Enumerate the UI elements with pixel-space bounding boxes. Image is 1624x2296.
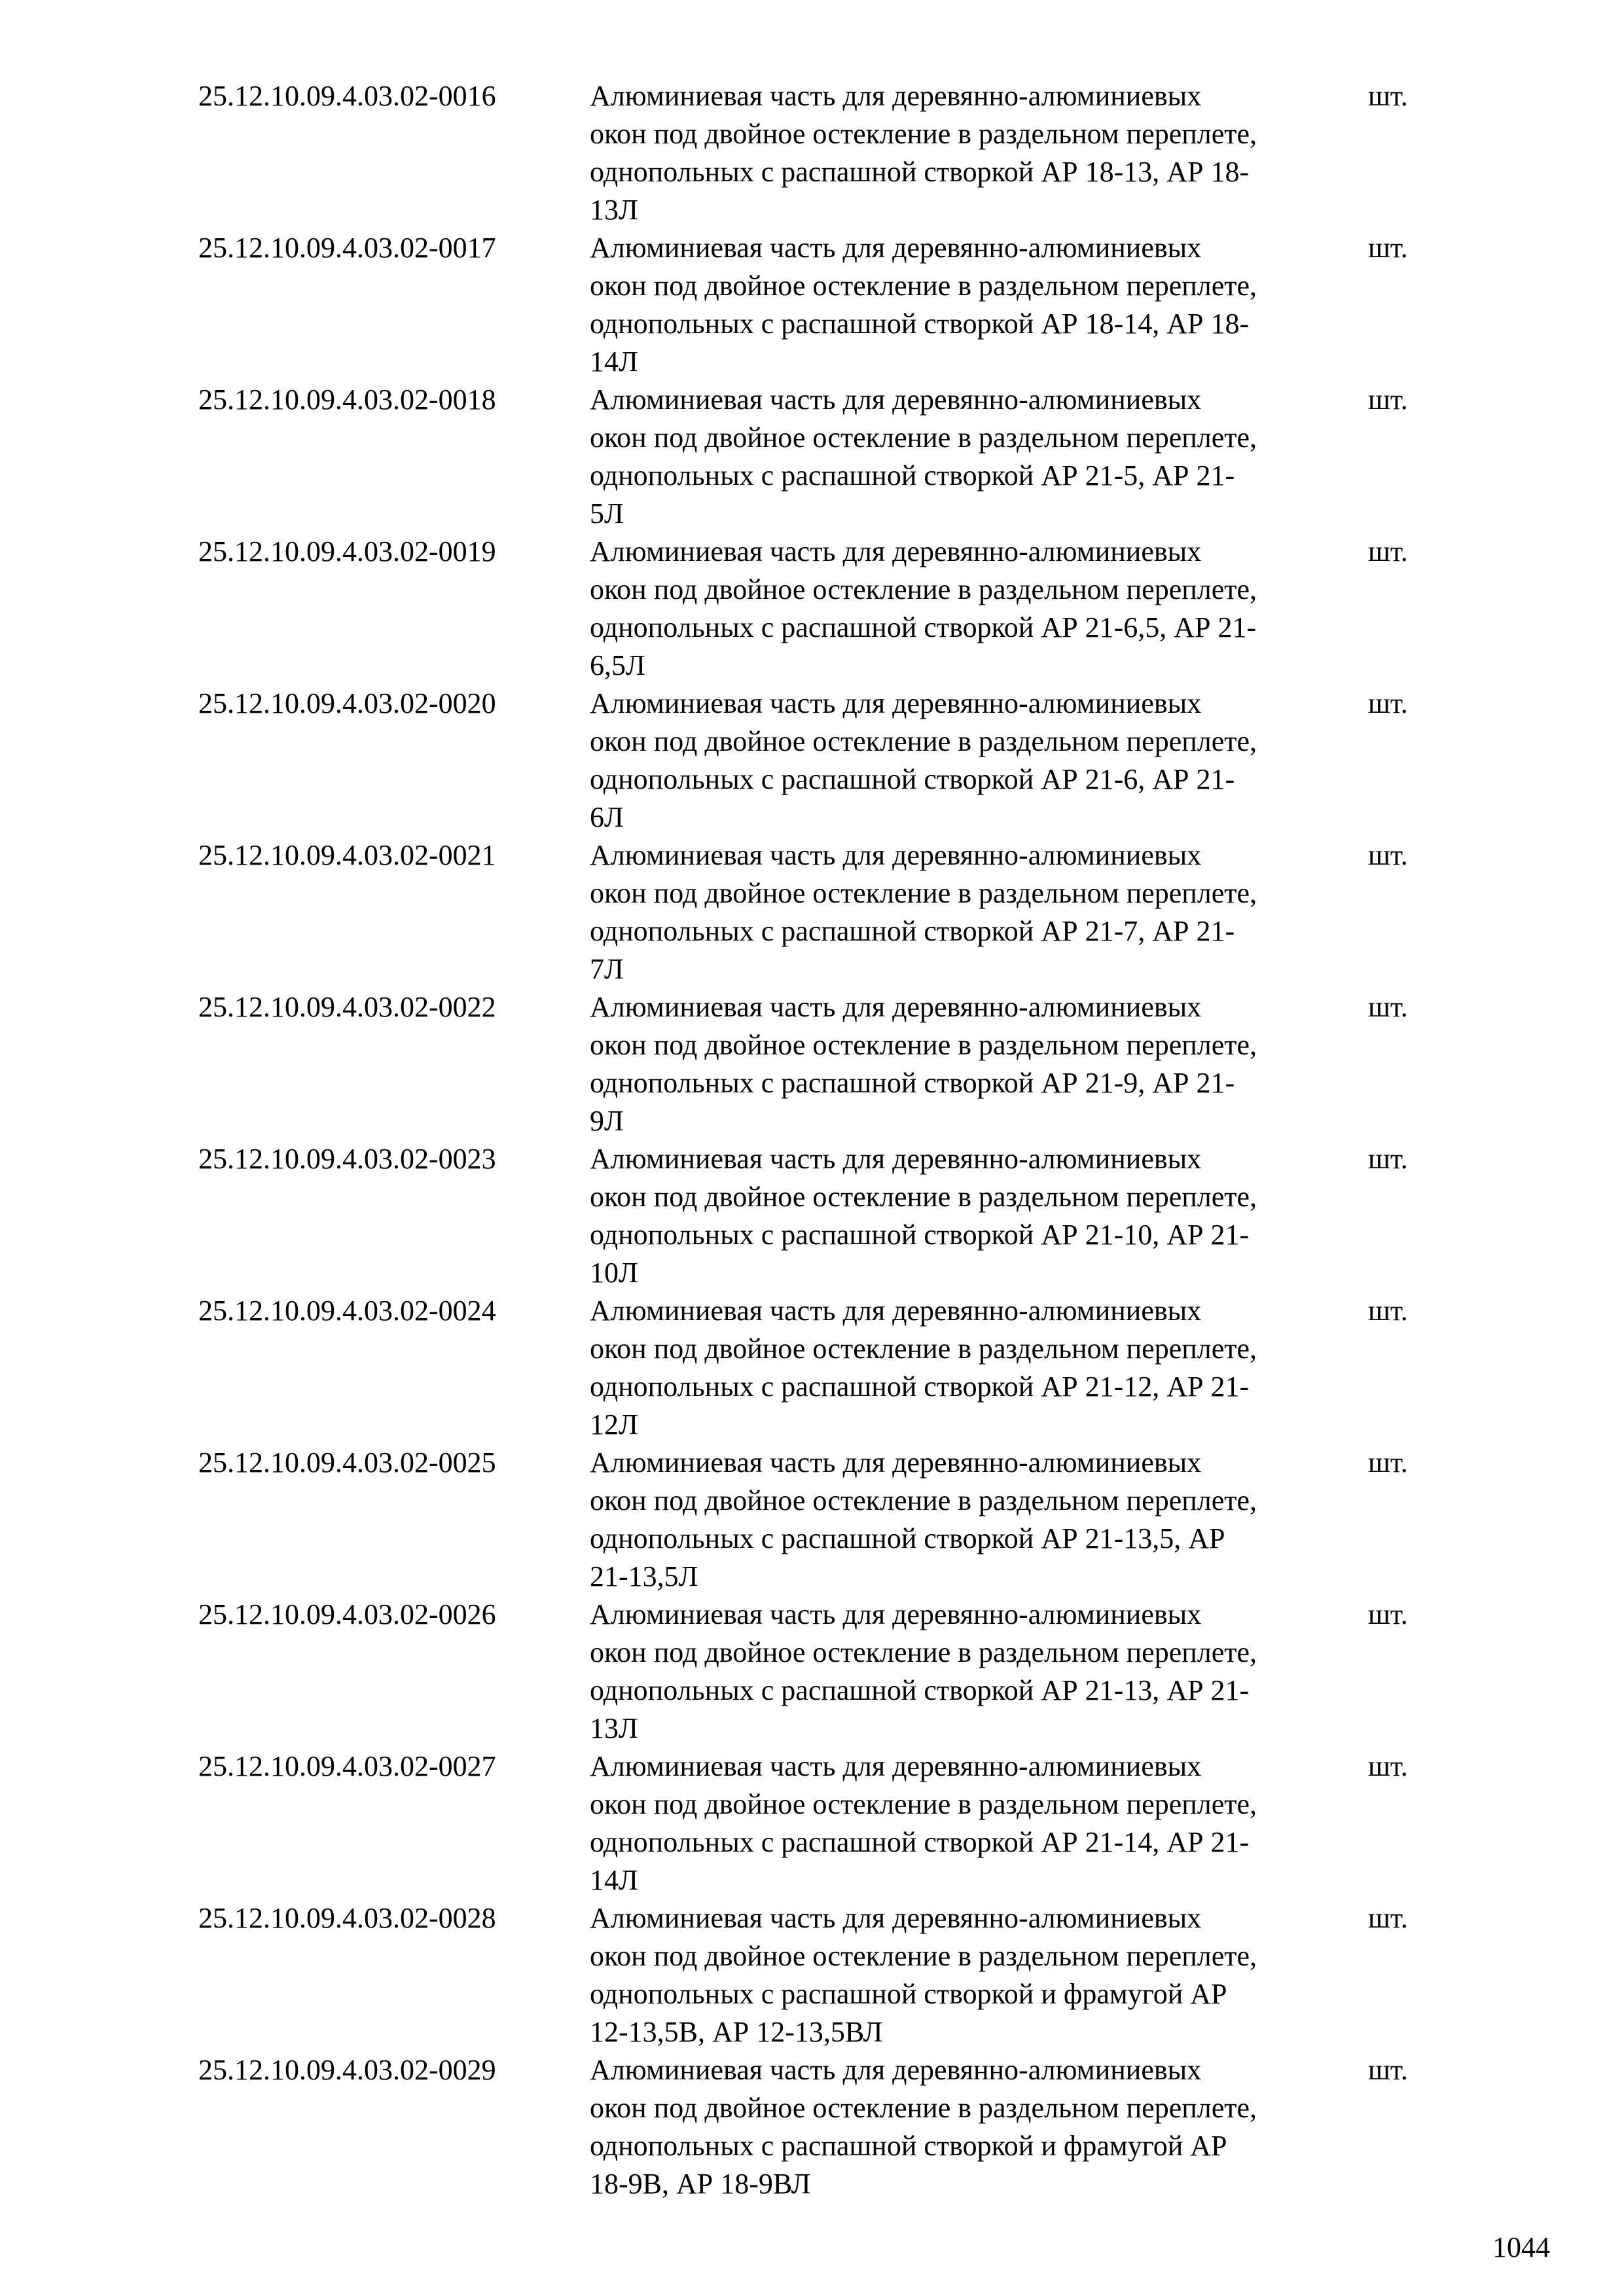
item-unit: шт. [1368,1446,1408,1479]
item-unit: шт. [1368,1902,1408,1934]
description-line: Алюминиевая часть для деревянно-алюминиевых [590,80,1202,112]
description-line: 13Л [590,1712,638,1744]
description-line: окон под двойное остекление в раздельном переплете, [590,270,1257,302]
description-line: однопольных с распашной створкой АР 18-13, АР 18- [590,156,1250,188]
description-line: окон под двойное остекление в раздельном переплете, [590,1484,1257,1516]
description-line: Алюминиевая часть для деревянно-алюминиевых [590,1598,1202,1630]
item-unit: шт. [1368,2054,1408,2086]
table-row [0,988,1624,1140]
description-line: Алюминиевая часть для деревянно-алюминиевых [590,1143,1202,1175]
table-row [0,1596,1624,1748]
item-description [590,381,1375,533]
item-description [590,1748,1375,1899]
description-line: окон под двойное остекление в раздельном переплете, [590,877,1257,909]
description-line: однопольных с распашной створкой АР 21-6, АР 21- [590,763,1235,795]
item-description [590,77,1375,229]
item-code: 25.12.10.09.4.03.02-0022 [198,991,496,1023]
table-row [0,381,1624,533]
item-description [590,2051,1375,2203]
description-line: однопольных с распашной створкой и фрамугой АР [590,2130,1227,2162]
description-line: Алюминиевая часть для деревянно-алюминиевых [590,991,1202,1023]
description-line: Алюминиевая часть для деревянно-алюминиевых [590,232,1202,264]
description-line: окон под двойное остекление в раздельном переплете, [590,118,1257,150]
description-line: Алюминиевая часть для деревянно-алюминиевых [590,2054,1202,2086]
description-line: окон под двойное остекление в раздельном переплете, [590,725,1257,757]
item-description [590,229,1375,381]
description-line: 21-13,5Л [590,1560,698,1592]
item-code: 25.12.10.09.4.03.02-0019 [198,535,496,567]
item-unit: шт. [1368,1143,1408,1175]
table-row [0,1748,1624,1899]
item-description [590,685,1375,836]
item-unit: шт. [1368,384,1408,416]
description-line: 18-9В, АР 18-9ВЛ [590,2168,811,2200]
table-row [0,1899,1624,2051]
description-line: однопольных с распашной створкой АР 21-14, АР 21- [590,1826,1250,1858]
table-row [0,77,1624,229]
price-list-table [0,77,1624,2203]
item-code: 25.12.10.09.4.03.02-0029 [198,2054,496,2086]
item-code: 25.12.10.09.4.03.02-0026 [198,1598,496,1630]
description-line: Алюминиевая часть для деревянно-алюминиевых [590,839,1202,871]
description-line: 5Л [590,497,624,529]
table-row [0,685,1624,836]
item-unit: шт. [1368,535,1408,567]
description-line: 6,5Л [590,649,645,681]
table-row [0,836,1624,988]
page-number: 1044 [1492,2231,1550,2263]
item-unit: шт. [1368,991,1408,1023]
item-code: 25.12.10.09.4.03.02-0027 [198,1750,496,1782]
item-code: 25.12.10.09.4.03.02-0018 [198,384,496,416]
item-description [590,1444,1375,1596]
item-code: 25.12.10.09.4.03.02-0021 [198,839,496,871]
description-line: 10Л [590,1257,638,1289]
description-line: 14Л [590,1864,638,1896]
item-code: 25.12.10.09.4.03.02-0025 [198,1446,496,1479]
item-code: 25.12.10.09.4.03.02-0024 [198,1295,496,1327]
description-line: окон под двойное остекление в раздельном переплете, [590,422,1257,454]
description-line: 12-13,5В, АР 12-13,5ВЛ [590,2016,883,2048]
item-description [590,1899,1375,2051]
description-line: однопольных с распашной створкой АР 21-5, АР 21- [590,459,1235,492]
description-line: окон под двойное остекление в раздельном переплете, [590,1940,1257,1972]
item-unit: шт. [1368,687,1408,719]
description-line: 7Л [590,953,624,985]
item-code: 25.12.10.09.4.03.02-0028 [198,1902,496,1934]
item-code: 25.12.10.09.4.03.02-0020 [198,687,496,719]
description-line: 13Л [590,194,638,226]
description-line: окон под двойное остекление в раздельном переплете, [590,573,1257,605]
item-code: 25.12.10.09.4.03.02-0017 [198,232,496,264]
description-line: однопольных с распашной створкой АР 21-13,5, АР [590,1522,1225,1554]
table-row [0,533,1624,685]
description-line: окон под двойное остекление в раздельном переплете, [590,2092,1257,2124]
description-line: однопольных с распашной створкой АР 21-7, АР 21- [590,915,1235,947]
description-line: однопольных с распашной створкой АР 21-13, АР 21- [590,1674,1250,1706]
description-line: однопольных с распашной створкой АР 21-6,5, АР 21- [590,611,1257,643]
description-line: однопольных с распашной створкой АР 21-12, АР 21- [590,1371,1250,1403]
description-line: окон под двойное остекление в раздельном переплете, [590,1029,1257,1061]
item-code: 25.12.10.09.4.03.02-0016 [198,80,496,112]
description-line: Алюминиевая часть для деревянно-алюминиевых [590,535,1202,567]
item-unit: шт. [1368,80,1408,112]
description-line: 6Л [590,801,624,833]
table-row [0,229,1624,381]
description-line: 12Л [590,1408,638,1441]
description-line: Алюминиевая часть для деревянно-алюминиевых [590,1446,1202,1479]
description-line: окон под двойное остекление в раздельном переплете, [590,1788,1257,1820]
item-description [590,1140,1375,1292]
description-line: окон под двойное остекление в раздельном переплете, [590,1333,1257,1365]
item-description [590,533,1375,685]
item-code: 25.12.10.09.4.03.02-0023 [198,1143,496,1175]
item-unit: шт. [1368,232,1408,264]
description-line: Алюминиевая часть для деревянно-алюминиевых [590,1295,1202,1327]
description-line: однопольных с распашной створкой АР 18-14, АР 18- [590,308,1250,340]
item-description [590,836,1375,988]
description-line: окон под двойное остекление в раздельном переплете, [590,1181,1257,1213]
description-line: 9Л [590,1105,624,1137]
item-unit: шт. [1368,1295,1408,1327]
description-line: однопольных с распашной створкой АР 21-10, АР 21- [590,1219,1250,1251]
description-line: Алюминиевая часть для деревянно-алюминиевых [590,384,1202,416]
table-row [0,1444,1624,1596]
item-unit: шт. [1368,1598,1408,1630]
table-row [0,1140,1624,1292]
description-line: 14Л [590,346,638,378]
item-description [590,1596,1375,1748]
description-line: Алюминиевая часть для деревянно-алюминиевых [590,1902,1202,1934]
item-description [590,988,1375,1140]
item-description [590,1292,1375,1444]
description-line: Алюминиевая часть для деревянно-алюминиевых [590,1750,1202,1782]
description-line: однопольных с распашной створкой и фрамугой АР [590,1978,1227,2010]
item-unit: шт. [1368,839,1408,871]
table-row [0,1292,1624,1444]
description-line: Алюминиевая часть для деревянно-алюминиевых [590,687,1202,719]
description-line: однопольных с распашной створкой АР 21-9, АР 21- [590,1067,1235,1099]
description-line: окон под двойное остекление в раздельном переплете, [590,1636,1257,1668]
table-row [0,2051,1624,2203]
item-unit: шт. [1368,1750,1408,1782]
